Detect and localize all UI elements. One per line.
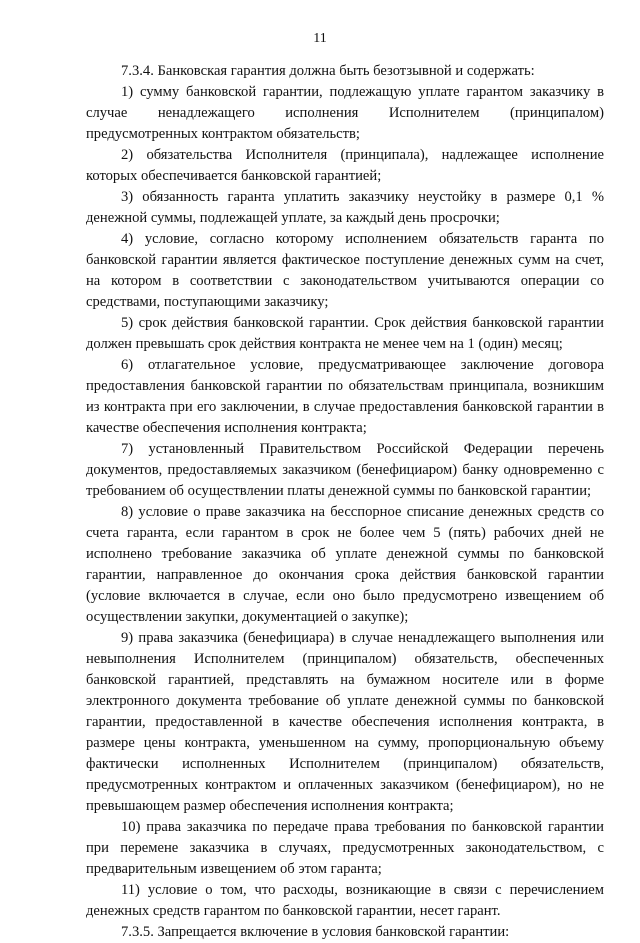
list-item-7: 7) установленный Правительством Российской Федерации перечень документов, предоставляемых заказчиком (бенефициаром) банку одновременно с требованием об осуществлении платы денежной суммы по банковской гарантии; [86, 441, 604, 499]
list-item-10: 10) права заказчика по передаче права требования по банковской гарантии при перемене заказчика в случаях, предусмотренных законодательством, с предварительным извещением об этом гаранта; [86, 819, 604, 877]
list-item-5: 5) срок действия банковской гарантии. Срок действия банковской гарантии должен превышать срок действия контракта не менее чем на 1 (один) месяц; [86, 315, 604, 352]
list-item-3: 3) обязанность гаранта уплатить заказчику неустойку в размере 0,1 % денежной суммы, подлежащей уплате, за каждый день просрочки; [86, 189, 604, 226]
list-item-4: 4) условие, согласно которому исполнением обязательств гаранта по банковской гарантии является фактическое поступление денежных сумм на счет, на котором в соответствии с законодательством учитываются операции со средствами, поступающими заказчику; [86, 231, 604, 310]
page-number: 11 [313, 31, 327, 46]
list-item-9: 9) права заказчика (бенефициара) в случае ненадлежащего выполнения или невыполнения Исполнителем (принципалом) обязательств, обеспеченных банковской гарантией, представлять на бумажном носителе или в форме электронного документа требование об уплате денежной суммы по банковской гарантии, предоставленной в качестве обеспечения исполнения контракта, в размере цены контракта, уменьшенном на сумму, пропорциональную объему фактически исполненных Исполнителем (принципалом) обязательств, предусмотренных контрактом и оплаченных заказчиком (бенефициаром), но не превышающем размер обеспечения исполнения контракта; [86, 630, 604, 814]
section-heading-7-3-5: 7.3.5. Запрещается включение в условия банковской гарантии: [121, 924, 510, 940]
list-item-1: 1) сумму банковской гарантии, подлежащую уплате гарантом заказчику в случае ненадлежащего исполнения Исполнителем (принципалом) предусмотренных контрактом обязательств; [86, 84, 604, 142]
list-item-2: 2) обязательства Исполнителя (принципала), надлежащее исполнение которых обеспечивается банковской гарантией; [86, 147, 604, 184]
section-heading-7-3-4: 7.3.4. Банковская гарантия должна быть безотзывной и содержать: [121, 63, 535, 79]
document-body [86, 61, 604, 943]
list-item-11: 11) условие о том, что расходы, возникающие в связи с перечислением денежных средств гарантом по банковской гарантии, несет гарант. [86, 882, 604, 919]
list-item-6: 6) отлагательное условие, предусматривающее заключение договора предоставления банковской гарантии по обязательствам принципала, возникшим из контракта при его заключении, в случае предоставления банковской гарантии в качестве обеспечения исполнения контракта; [86, 357, 604, 436]
list-item-8: 8) условие о праве заказчика на бесспорное списание денежных средств со счета гаранта, если гарантом в срок не более чем 5 (пять) рабочих дней не исполнено требование заказчика об уплате денежной суммы по банковской гарантии, направленное до окончания срока действия банковской гарантии (условие включается в случае, если оно было предусмотрено извещением об осуществлении закупки, документацией о закупке); [86, 504, 604, 625]
